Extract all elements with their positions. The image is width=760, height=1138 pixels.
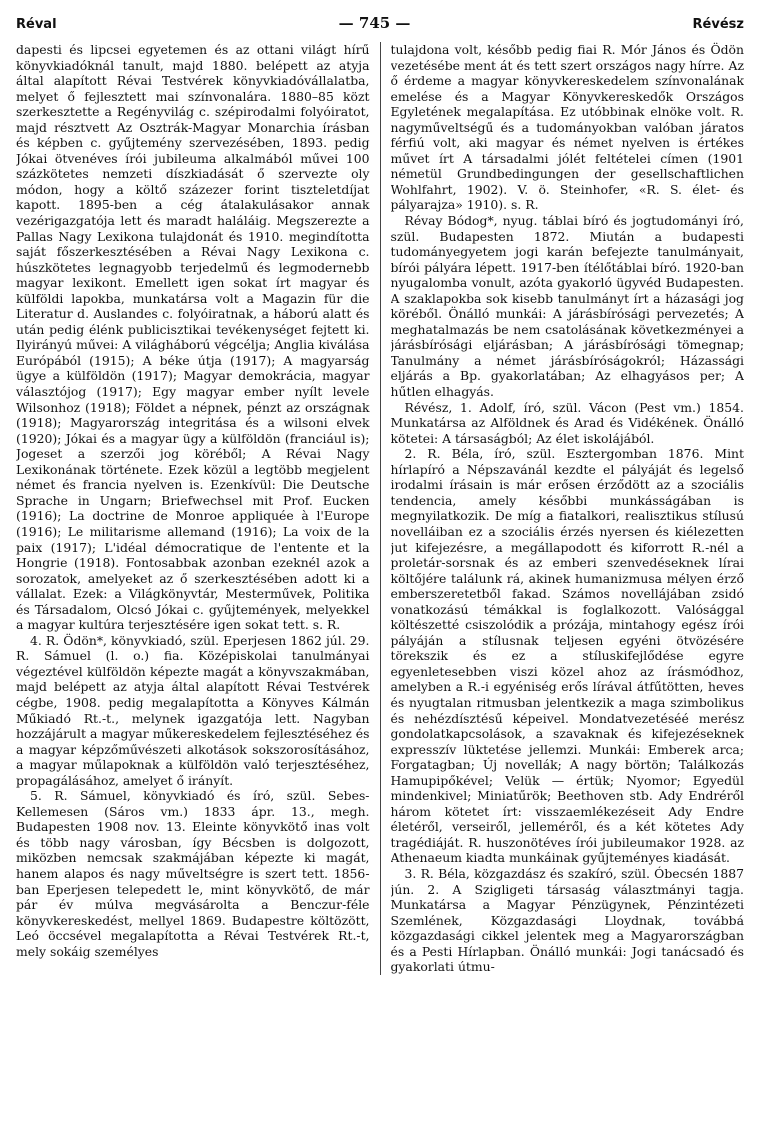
entry-paragraph: dapesti és lipcsei egyetemen és az ottani világt hírű könyvkiadóknál tanult, majd 1880. belépett az atyja által alapított Révai Testvérek könyvkiadóvállalatba, melyet ő fejlesztett mai színvonalára. 1880–85 közt szerkesztette a Regényvilág c. szépirodalmi folyóiratot, majd résztvett Az Osztrák-Magyar Monarchia írásban és képben c. gyűjtemény szervezésében, 1893. pedig Jókai ötvenéves írói jubileuma alkalmából művei 100 százkötetes nemzeti díszkiadását ő szervezte oly módon, hogy a költő százezer forint tiszteletdíjat kapott. 1895-ben a cég átalakulásakor annak vezérigazgatója lett és maradt haláláig. Megszerezte a Pallas Nagy Lexikona tulajdonát és 1910. megindította saját főszerkesztésében a Révai Nagy Lexikona c. húszkötetes legnagyobb terjedelmű és legmodernebb magyar lexikont. Emellett igen sokat írt magyar és külföldi lapokba, munkatársa volt a Magazin für die Literatur d. Auslandes c. folyóiratnak, a háború alatt és után pedig élénk publicisztikai tevékenységet fejtett ki. Ilyirányú művei: A világháború végcélja; Anglia kiválása Európából (1915); A béke útja (1917); A magyarság ügye a külföldön (1917); Magyar demokrácia, magyar választójog (1917); Egy magyar ember nyílt levele Wilsonhoz (1918); Földet a népnek, pénzt az országnak (1918); Magyarország integritása és a wilsoni elvek (1920); Jókai és a magyar ügy a külföldön (franciául is); Jogeset a szerzői jog köréből; A Révai Nagy Lexikonának története. Ezek közül a legtöbb megjelent német és francia nyelven is. Ezenkívül: Die Deutsche Sprache in Ungarn; Briefwechsel mit Prof. Eucken (1916); La doctrine de Monroe appliquée à l'Europe (1916); Le militarisme allemand (1916); La voix de la paix (1917); L'idéal démocratique de l'entente et la Hongrie (1918). Fontosabbak azonban ezeknél azok a sorozatok, amelyeket az ő szerkesztésében adott ki a vállalat. Ezek: a Világkönyvtár, Mesterművek, Politika és Társadalom, Olcsó Jókai c. gyűjtemények, melyekkel a magyar kultúra terjesztésére igen sokat tett. s. R. (16, 42, 370, 633)
entry-paragraph: 4. R. Ödön*, könyvkiadó, szül. Eperjesen 1862 júl. 29. R. Sámuel (l. o.) fia. Középiskolai tanulmányai végeztével külföldön képezte magát a könyvszakmában, majd belépett az atyja által alapított Révai Testvérek cégbe, 1908. pedig megalapította a Könyves Kálmán Műkiadó Rt.-t., melynek igazgatója lett. Nagyban hozzájárult a magyar műkereskedelem fejlesztéséhez és a magyar képzőművészeti alkotások sokszorosításához, a magyar műlapoknak a külföldön való terjesztéséhez, propagálásához, amelyet ő irányít. (16, 632, 370, 788)
entry-paragraph: Révay Bódog*, nyug. táblai bíró és jogtudományi író, szül. Budapesten 1872. Miután a budapesti tudományegyetem jogi karán befejezte tanulmányait, bírói pályára lépett. 1917-ben ítélőtáblai bíró. 1920-ban nyugalomba vonult, azóta gyakorló ügyvéd Budapesten. A szaklapokba sok kisebb tanulmányt írt a házasági jog köréből. Önálló munkái: A járásbírósági pervezetés; A meghatalmazás be nem csatolásának következményei a járásbírósági eljárásban; A járásbírósági tömegnap; Tanulmány a német járásbíróságokról; Házassági eljárás a Bp. gyakorlatában; Az elhagyásos per; A hűtlen elhagyás. (390, 213, 744, 400)
page-number: — 745 — (338, 14, 411, 32)
left-headword: Réval (16, 17, 57, 32)
entry-paragraph: tulajdona volt, később pedig fiai R. Mór János és Ödön vezetésébe ment át és tett szert országos nagy hírre. Az ő érdeme a magyar könyvkereskedelem színvonalának emelése és a Magyar Könyvkereskedők Országos Egyletének megalapítása. Ez utóbbinak elnöke volt. R. nagyműveltségű és a tudományokban valóban járatos férfiú volt, aki magyar és német nyelven is értékes művet írt A társadalmi jólét feltételei címen (1901 németül Grundbedingungen der gesellschaftlichen Wohlfahrt, 1902). V. ö. Steinhofer, «R. S. élet- és pályarajza» 1910). s. R. (390, 42, 744, 213)
entry-paragraph: 3. R. Béla, közgazdász és szakíró, szül. Óbecsén 1887 jún. 2. A Szigligeti társaság választmányi tagja. Munkatársa a Magyar Pénzügynek, Pénzintézeti Szemlének, Közgazdasági Lloydnak, továbbá közgazdasági cikkel jelentek meg a Magyarországban és a Pesti Hírlapban. Önálló munkái: Jogi tanácsadó és gyakorlati útmu- (390, 865, 744, 975)
entry-paragraph: Révész, 1. Adolf, író, szül. Vácon (Pest vm.) 1854. Munkatársa az Alföldnek és Arad és Vidékének. Önálló kötetei: A társaságból; Az élet iskolájából. (390, 399, 744, 446)
entry-paragraph: 2. R. Béla, író, szül. Esztergomban 1876. Mint hírlapíró a Népszavánál kezdte el pályáját és legelső irodalmi írásain is már erősen érződött az a szociális tendencia, amely későbbi munkásságában is megnyilatkozik. De míg a fiatalkori, realisztikus stílusú novelláiban ez a szociális érzés nyersen és kiélezetten jut kifejezésre, a megállapodott és kiforrott R.-nél a proletár-sorsnak és az emberi szenvedéseknek lírai költőjére találunk rá, akinek humanizmusa mélyen érző emberszeretetből fakad. Számos novellájában zsidó vonatkozású témákkal is foglalkozott. Valósággal költészetté csiszolódik a prózája, mintahogy egész írói pályáján a stílusnak teljesen egyéni ötvözésére törekszik és ez a stíluskifejlődése egyre egyenletesebben viszi közel ahoz az írásmódhoz, amelyben a R.-i egyéniség erős lírával átfűtötten, heves és nyugtalan ritmusban jelentkezik a maga szimbolikus és nehézdísztésű képeivel. Mondatvezetéséé merész gondolatkapcsolások, a szavaknak és kifejezéseknek expresszív lüktetése jellemzi. Munkái: Emberek arca; Forgatagban; Új novellák; A nagy börtön; Találkozás Hamupipőkével; Velük — értük; Nyomor; Egyedül mindenkivel; Miniatűrök; Beethoven stb. Ady Endréről három kötetet írt: visszaemlékezéseit Ady Endre életéről, verseiről, jelleméről, és a két kötetes Ady tragédiáját. R. huszonötéves írói jubileumakor 1928. az Athenaeum kiadta munkáinak gyűjteményes kiadását. (390, 446, 744, 866)
entry-paragraph: 5. R. Sámuel, könyvkiadó és író, szül. Sebes-Kellemesen (Sáros vm.) 1833 ápr. 13., megh. Budapesten 1908 nov. 13. Eleinte könyvkötő inas volt és több nagy városban, így Bécsben is dolgozott, miközben nemcsak szakmájában képezte ki magát, hanem alapos és nagy műveltségre is szert tett. 1856-ban Eperjesen telepedett le, mint könyvkötő, de már pár év múlva megvásárolta a Benczur-féle könyvkereskedést, mellyel 1869. Budapestre költözött, Leó öccsével megalapította a Révai Testvérek Rt.-t, mely sokáig személyes (16, 788, 370, 959)
text-columns (16, 42, 744, 975)
right-column (391, 42, 745, 975)
column-divider (380, 42, 381, 975)
left-column (16, 42, 370, 975)
page-header (16, 14, 744, 36)
right-headword: Révész (692, 17, 744, 32)
